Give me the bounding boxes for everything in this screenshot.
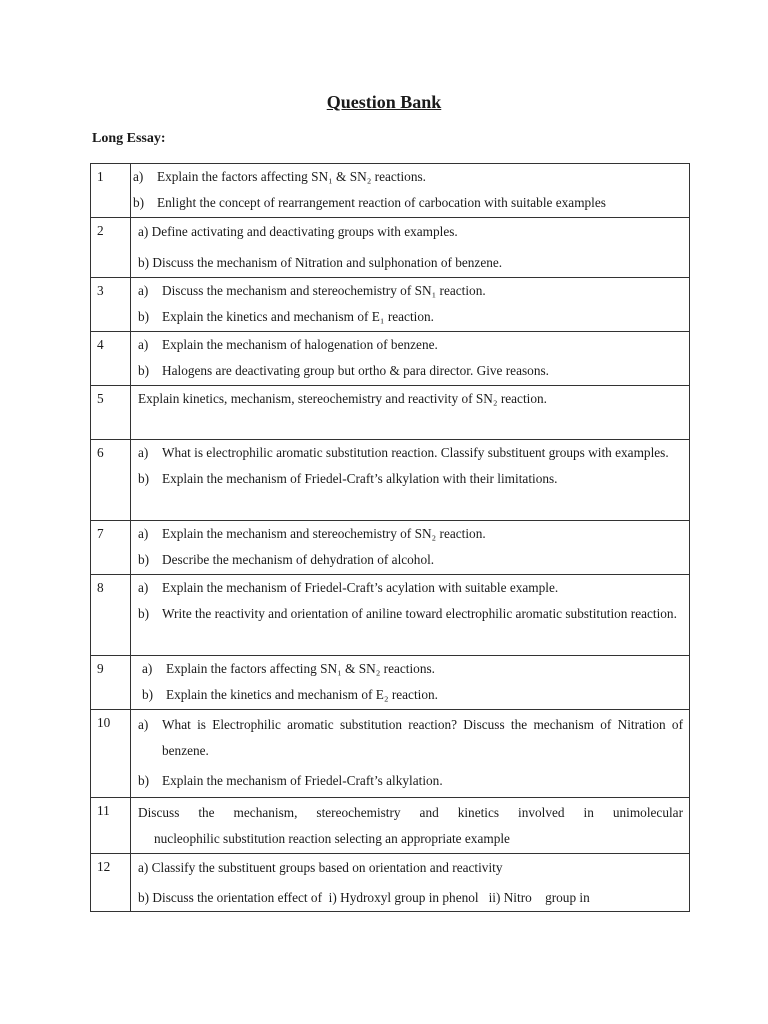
- part-text: Explain the factors affecting SN₁ & SN₂ reactions.: [157, 169, 426, 184]
- question-number: 2: [91, 218, 131, 278]
- part-text: b) Discuss the orientation effect of i) Hydroxyl group in phenol ii) Nitro group in: [138, 890, 590, 905]
- part-label: a): [142, 661, 153, 676]
- part-text: Explain the mechanism and stereochemistry of SN₂ reaction.: [162, 526, 486, 541]
- question-row: [91, 575, 690, 656]
- question-row: [91, 440, 690, 521]
- question-number: 3: [91, 278, 131, 332]
- part-label: a): [138, 445, 149, 460]
- question-row: [91, 332, 690, 386]
- part-text: Enlight the concept of rearrangement reaction of carbocation with suitable examples: [157, 195, 606, 210]
- question-number: 6: [91, 440, 131, 521]
- part-text: Explain the kinetics and mechanism of E₂ reaction.: [166, 687, 438, 702]
- part-label: a): [138, 580, 149, 595]
- question-row: [91, 164, 690, 218]
- section-heading: Long Essay:: [92, 131, 166, 146]
- part-text: Explain the mechanism of halogenation of benzene.: [162, 337, 438, 352]
- question-row: [91, 278, 690, 332]
- question-row: [91, 218, 690, 278]
- question-content: [131, 164, 690, 218]
- question-row: [91, 521, 690, 575]
- question-number: 4: [91, 332, 131, 386]
- part-text: a) Classify the substituent groups based on orientation and reactivity: [138, 860, 503, 875]
- part-text: Halogens are deactivating group but ortho & para director. Give reasons.: [162, 363, 549, 378]
- question-content: [131, 710, 690, 798]
- part-text: Explain the mechanism of Friedel-Craft’s alkylation.: [162, 773, 443, 788]
- question-number: 12: [91, 854, 131, 912]
- part-text: Explain the mechanism of Friedel-Craft’s acylation with suitable example.: [162, 580, 559, 595]
- question-content: [131, 656, 690, 710]
- question-number: 7: [91, 521, 131, 575]
- part-text: Explain the mechanism of Friedel-Craft’s alkylation with their limitations.: [162, 471, 558, 486]
- part-text: Write the reactivity and orientation of aniline toward electrophilic aromatic substitution reaction.: [162, 606, 677, 621]
- question-number: 5: [91, 386, 131, 440]
- question-content: [131, 521, 690, 575]
- question-number: 9: [91, 656, 131, 710]
- question-content: [131, 854, 690, 912]
- part-label: b): [138, 773, 150, 788]
- part-text: Explain the kinetics and mechanism of E₁ reaction.: [162, 309, 434, 324]
- part-text: What is Electrophilic aromatic substitution reaction? Discuss the mechanism of Nitration of benzene.: [162, 717, 687, 758]
- part-text: Discuss the mechanism, stereochemistry and kinetics involved in unimolecular: [138, 805, 683, 820]
- part-label: a): [138, 526, 149, 541]
- question-content: [131, 332, 690, 386]
- part-label: a): [138, 717, 149, 732]
- question-content: [131, 575, 690, 656]
- part-label: b): [138, 606, 150, 621]
- question-content: [131, 440, 690, 521]
- question-content: [131, 386, 690, 440]
- part-label: b): [138, 363, 150, 378]
- part-label: a): [133, 169, 144, 184]
- question-row: [91, 710, 690, 798]
- page-title: Question Bank: [326, 92, 442, 112]
- part-label: b): [138, 552, 150, 567]
- part-label: b): [138, 309, 150, 324]
- part-text: b) Discuss the mechanism of Nitration and sulphonation of benzene.: [138, 255, 503, 270]
- question-number: 10: [91, 710, 131, 798]
- part-label: b): [142, 687, 154, 702]
- question-content: [131, 278, 690, 332]
- question-content: [131, 798, 690, 854]
- question-number: 11: [91, 798, 131, 854]
- question-number: 8: [91, 575, 131, 656]
- question-row: [91, 386, 690, 440]
- part-text: Describe the mechanism of dehydration of alcohol.: [162, 552, 435, 567]
- part-label: a): [138, 283, 149, 298]
- question-row: [91, 854, 690, 912]
- part-text: a) Define activating and deactivating groups with examples.: [138, 224, 458, 239]
- question-number: 1: [91, 164, 131, 218]
- part-text: Discuss the mechanism and stereochemistry of SN₁ reaction.: [162, 283, 486, 298]
- question-row: [91, 656, 690, 710]
- part-label: b): [133, 195, 145, 210]
- part-text-continued: nucleophilic substitution reaction selecting an appropriate example: [154, 831, 510, 846]
- part-label: a): [138, 337, 149, 352]
- question-table: [90, 163, 690, 912]
- part-text: What is electrophilic aromatic substitution reaction. Classify substituent groups with examples.: [162, 445, 669, 460]
- question-row: [91, 798, 690, 854]
- question-content: [131, 218, 690, 278]
- part-label: b): [138, 471, 150, 486]
- part-text: Explain kinetics, mechanism, stereochemistry and reactivity of SN₂ reaction.: [138, 391, 547, 406]
- part-text: Explain the factors affecting SN₁ & SN₂ reactions.: [166, 661, 435, 676]
